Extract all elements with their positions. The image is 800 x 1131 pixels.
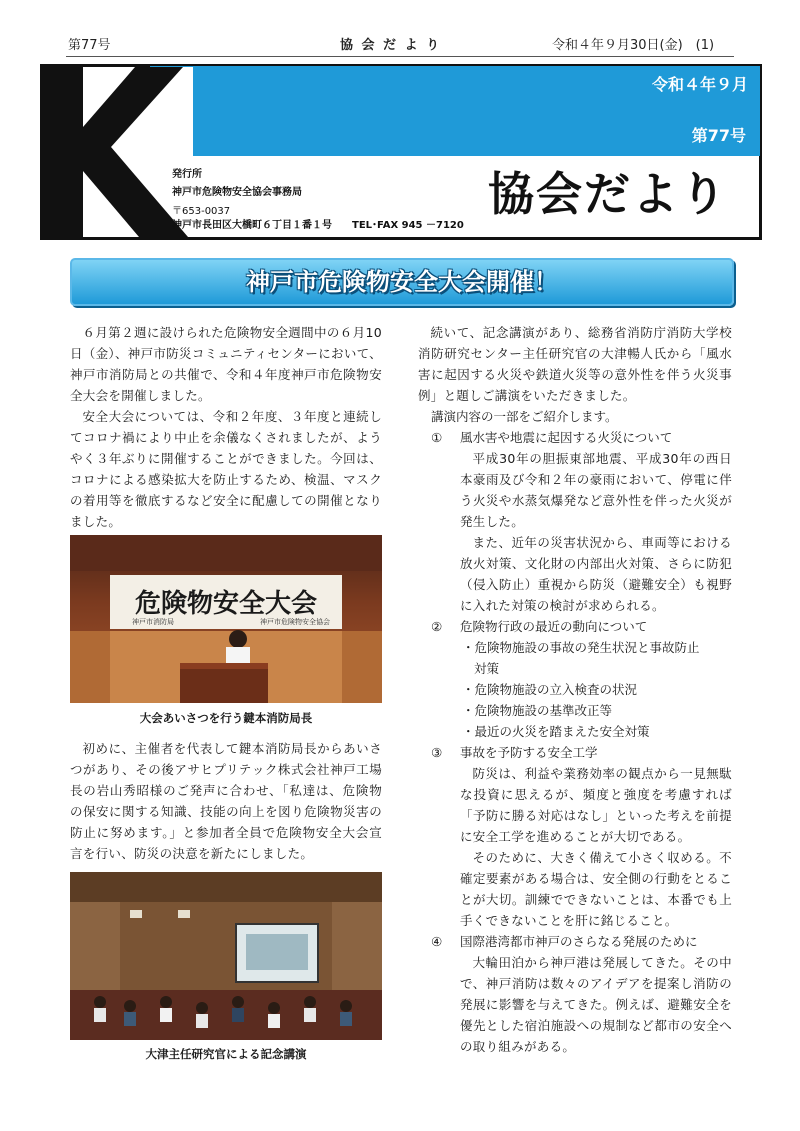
item-3-number: ③ (431, 745, 443, 760)
item-2-bullet: ・最近の火災を踏まえた安全対策 (462, 724, 650, 739)
header-rule (66, 56, 734, 57)
item-4-title: 国際港湾都市神戸のさらなる発展のために (460, 934, 698, 949)
item-3-body-2: そのために、大きく備えて小さく収める。不確定要素がある場合は、安全側の行動をとることが大切。訓練でできないことは、本番でも上手くできないことを肝に銘じること。 (460, 850, 732, 928)
item-3-body-1: 防災は、利益や業務効率の観点から一見無駄な投資に思えるが、頻度と強度を考慮すれば「予防に勝る対応はなし」といった考えを前提に安全工学を進めることが大切である。 (460, 766, 732, 844)
caption-photo-2: 大津主任研究官による記念講演 (145, 1047, 307, 1061)
item-1-number: ① (431, 430, 443, 445)
running-date-page: 令和４年９月30日(金) (1) (552, 38, 715, 53)
running-issue: 第77号 (68, 38, 111, 53)
item-1-body-1: 平成30年の胆振東部地震、平成30年の西日本豪雨及び令和２年の豪雨において、停電に伴う火災や水蒸気爆発など意外性を伴った火災が発生した。 (460, 451, 732, 529)
item-3-title: 事故を予防する安全工学 (460, 745, 598, 760)
photo1-sub-right: 神戸市危険物安全協会 (260, 618, 330, 626)
left-paragraph-1: ６月第２週に設けられた危険物安全週間中の６月10日（金）、神戸市防災コミュニティセンターにおいて、神戸市消防局との共催で、令和４年度神戸市危険物安全大会を開催しました。 (70, 325, 382, 403)
right-paragraph-2: 講演内容の一部をご紹介します。 (431, 409, 618, 424)
masthead-issue: 第77号 (691, 126, 746, 145)
publisher-tel: TEL･FAX 945 －7120 (352, 220, 464, 231)
lecture-scene-icon (70, 872, 382, 1040)
photo-stage (70, 535, 382, 703)
photo1-banner-text: 危険物安全大会 (134, 589, 317, 619)
left-paragraph-3: 初めに、主催者を代表して鍵本消防局長からあいさつがあり、その後アサヒプリテック株式会社神戸工場長の岩山秀昭様のご発声に合わせ、「私達は、危険物の保安に関する知識、技能の向上を図り危険物災害の防止に努めます。」と参加者全員で危険物安全大会宣言を行い、防災の決意を新たにしました。 (70, 741, 382, 861)
photo1-sub-left: 神戸市消防局 (132, 618, 174, 626)
right-paragraph-1: 続いて、記念講演があり、総務省消防庁消防大学校消防研究センター主任研究官の大津暢人氏から「風水害に起因する火災や鉄道火災等の意外性を伴う火災事例」と題しご講演をいただきました。 (418, 325, 732, 403)
item-2-bullet: ・危険物施設の基準改正等 (462, 703, 613, 718)
publisher-name: 神戸市危険物安全協会事務局 (172, 187, 302, 198)
item-2-bullet: ・危険物施設の立入検査の状況 (462, 682, 638, 697)
publisher-postal: 〒653-0037 (172, 206, 231, 217)
item-2-number: ② (431, 619, 443, 634)
item-2-title: 危険物行政の最近の動向について (460, 619, 648, 634)
item-2-bullet: ・危険物施設の事故の発生状況と事故防止 (462, 640, 700, 655)
item-1-title: 風水害や地震に起因する火災について (460, 430, 673, 445)
running-title: 協 会 だ よ り (340, 38, 442, 53)
item-1-body-2: また、近年の災害状況から、車両等における放火対策、文化財の内部出火対策、さらに防犯（侵入防止）重視から防災（避難安全）も視野に入れた対策の検討が求められる。 (460, 535, 732, 613)
newsletter-brand: 協会だより (488, 167, 728, 221)
publisher-address: 神戸市長田区大橋町６丁目１番１号 (172, 220, 332, 231)
photo-lecture (70, 872, 382, 1040)
publisher-label: 発行所 (172, 169, 202, 180)
headline-banner: 神戸市危険物安全大会開催！ (70, 258, 734, 306)
item-2-bullet: 対策 (474, 661, 500, 676)
logo-letter: K (43, 67, 44, 68)
caption-photo-1: 大会あいさつを行う鍵本消防局長 (139, 711, 313, 725)
left-paragraph-2: 安全大会については、令和２年度、３年度と連続してコロナ禍により中止を余儀なくされましたが、ようやく３年ぶりに開催することができました。今回は、コロナによる感染拡大を防止するため、検温、マスクの着用等を徹底するなど安全に配慮しての開催となりました。 (70, 409, 382, 529)
item-4-body-1: 大輪田泊から神戸港は発展してきた。その中で、神戸消防は数々のアイデアを提案し消防の発展に影響を与えてきた。例えば、避難安全を優先とした宿泊施設への規制など都市の安全への取り組みがある。 (460, 955, 732, 1054)
k-logo-icon (43, 67, 193, 237)
item-4-number: ④ (431, 934, 443, 949)
masthead-date: 令和４年９月 (651, 75, 748, 94)
